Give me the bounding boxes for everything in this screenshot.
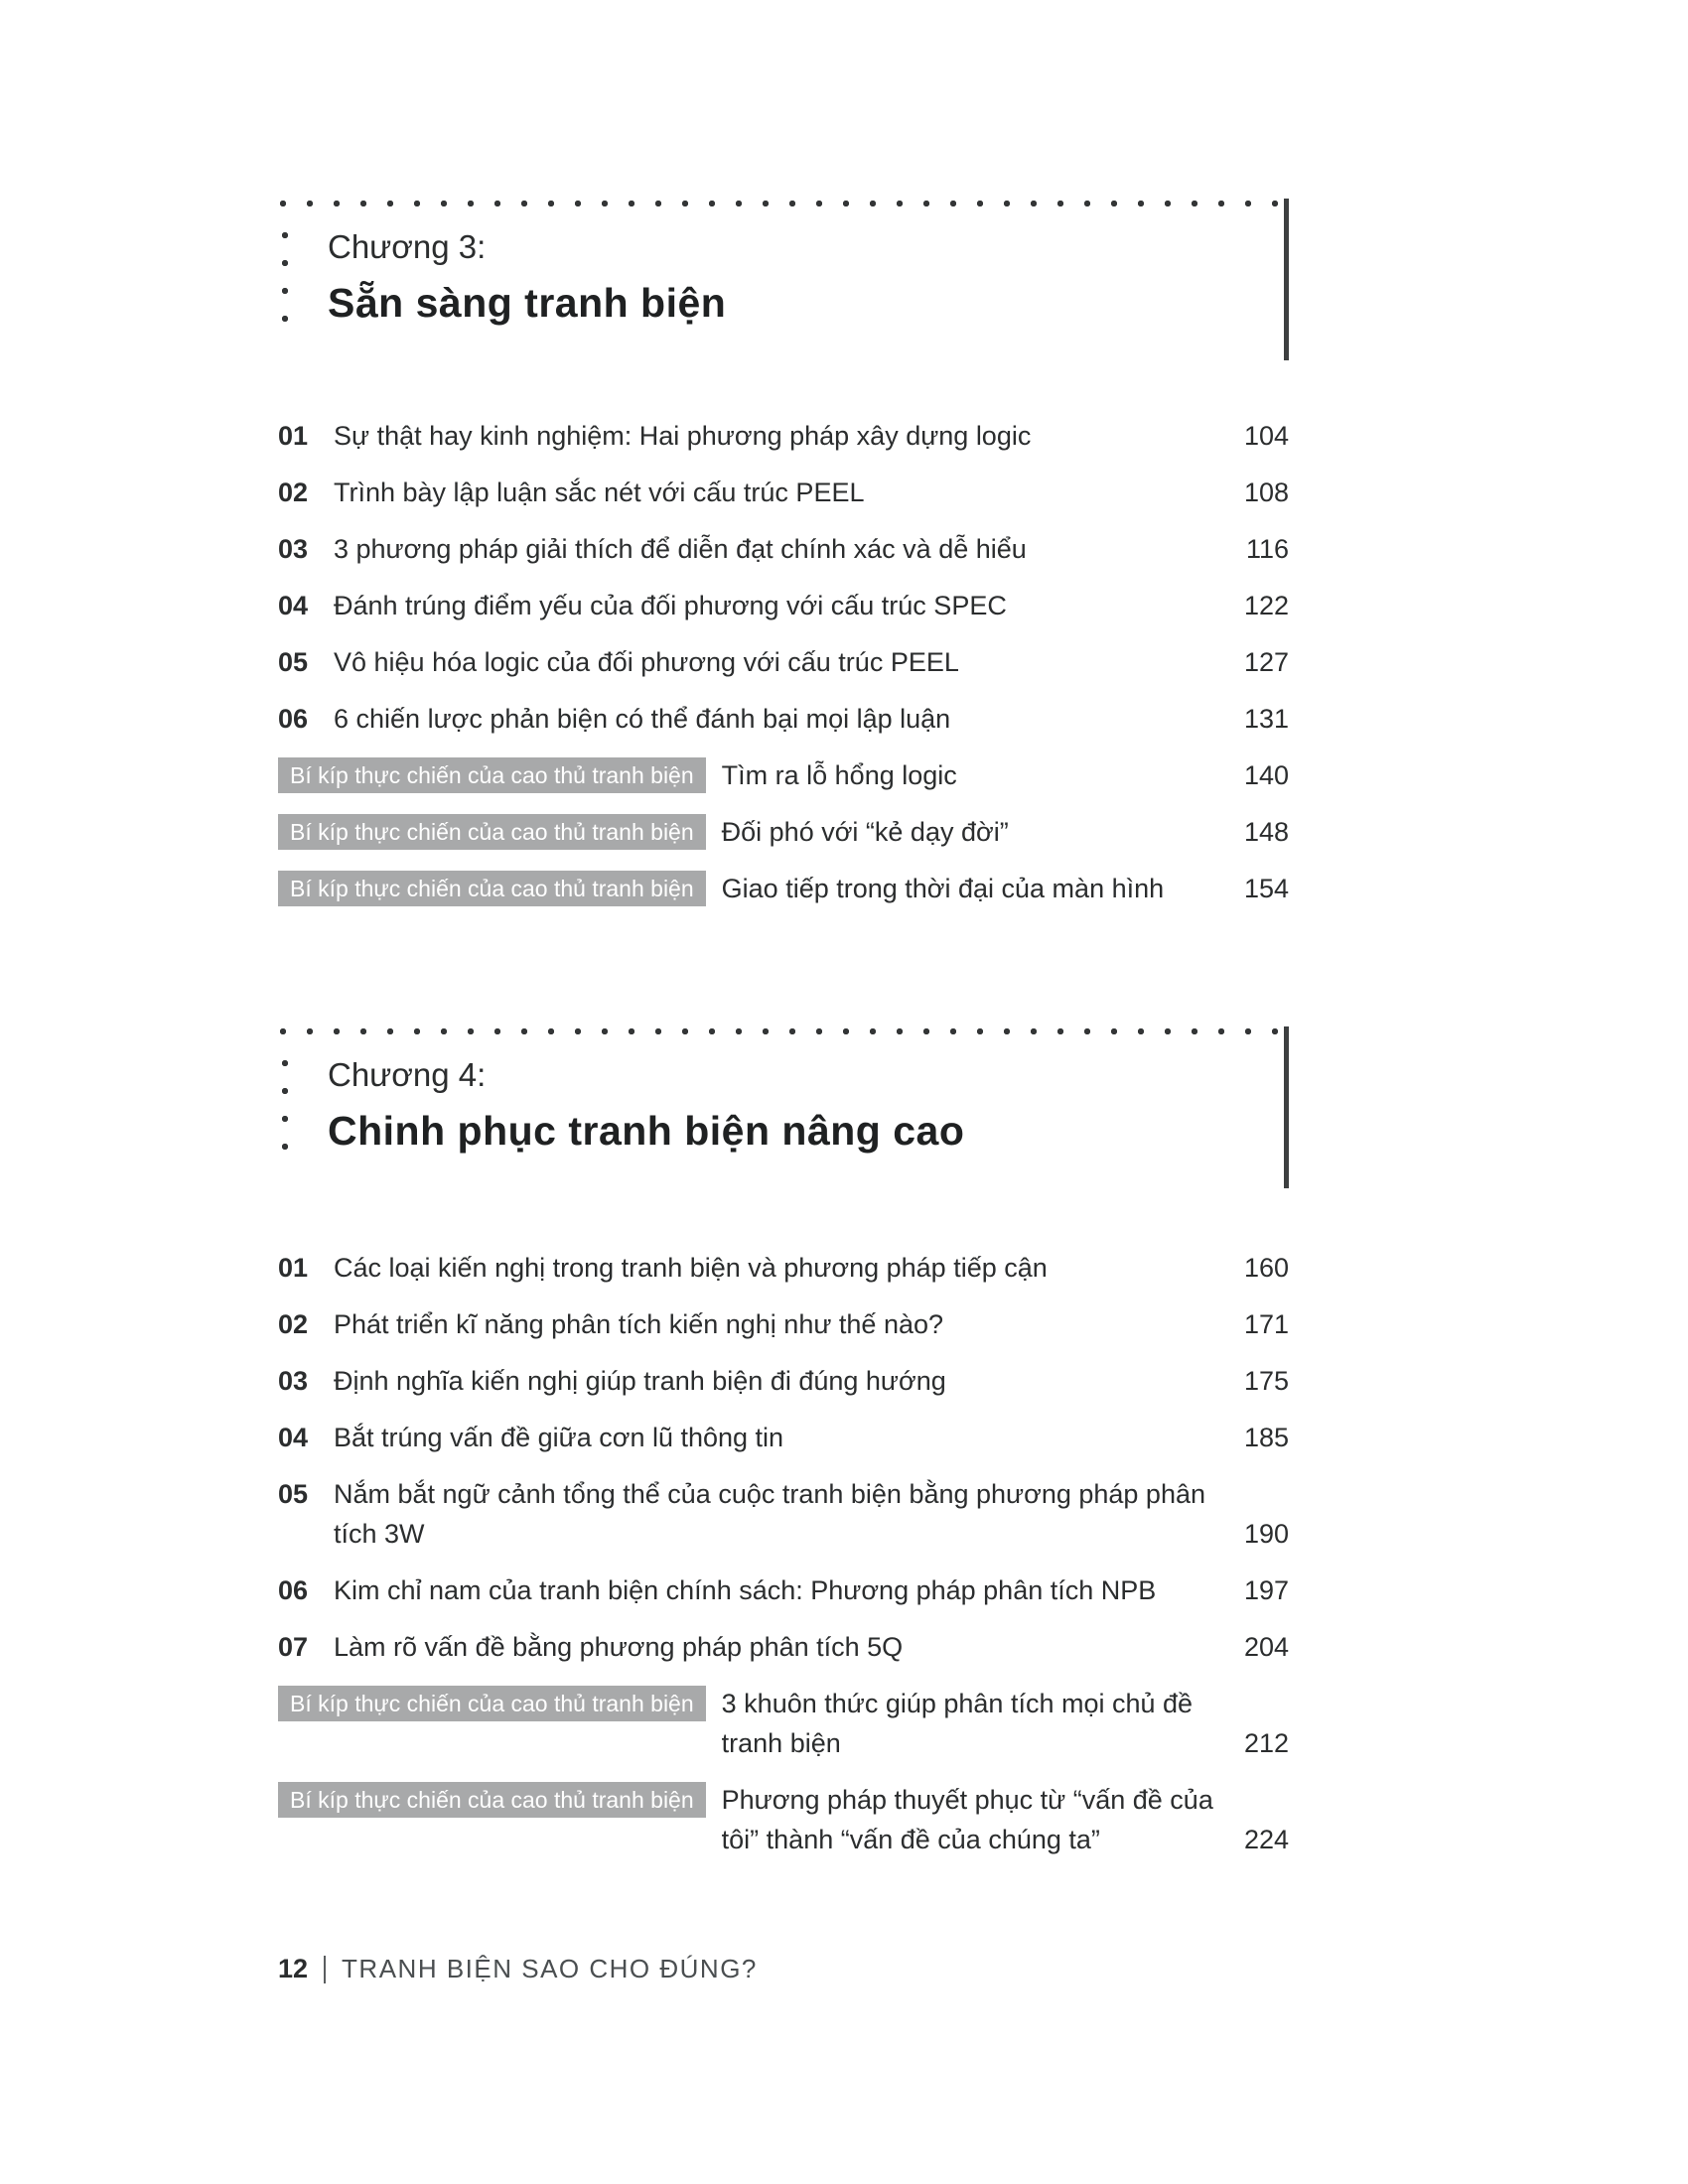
entry-page-number: 185 [1243,1423,1289,1452]
entry-page-number: 190 [1243,1519,1289,1549]
section-spacer [278,925,1289,1026]
entry-title: Nắm bắt ngữ cảnh tổng thể của cuộc tranh biện bằng phương pháp phân tích 3W [334,1479,1205,1549]
entry-page-number: 171 [1243,1309,1289,1339]
toc-entry [278,1570,1289,1610]
entry-number: 04 [278,1423,309,1452]
toc-entry [278,586,1289,625]
entry-title: Vô hiệu hóa logic của đối phương với cấu trúc PEEL [334,647,959,677]
entry-page-number: 148 [1243,817,1289,847]
entry-page-number: 131 [1243,704,1289,734]
entry-page-number: 108 [1243,478,1289,507]
entry-number: 05 [278,647,309,677]
dotted-left-border [280,230,290,335]
chapter-label: Chương 3: [328,228,487,265]
entry-number: 06 [278,1575,309,1605]
tip-badge: Bí kíp thực chiến của cao thủ tranh biện [278,757,706,793]
toc-entry-tip [278,869,1289,908]
tip-badge: Bí kíp thực chiến của cao thủ tranh biện [278,1782,706,1818]
footer-divider [324,1956,326,1983]
tip-badge: Bí kíp thực chiến của cao thủ tranh biện [278,814,706,850]
footer-book-title: TRANH BIỆN SAO CHO ĐÚNG? [342,1954,758,1983]
toc-entry [278,1304,1289,1344]
toc-entry [278,1248,1289,1288]
tip-badge: Bí kíp thực chiến của cao thủ tranh biện [278,1686,706,1721]
entry-title: Giao tiếp trong thời đại của màn hình [721,874,1165,903]
entry-title: Tìm ra lỗ hổng logic [721,760,957,790]
entry-number: 03 [278,534,309,564]
toc-entry [278,1361,1289,1401]
entry-page-number: 160 [1243,1253,1289,1283]
toc-entry [278,699,1289,739]
entry-number: 02 [278,478,309,507]
entry-title: Sự thật hay kinh nghiệm: Hai phương pháp xây dựng logic [334,421,1032,451]
entry-title: Đối phó với “kẻ dạy đời” [721,817,1009,847]
entry-title: Phát triển kĩ năng phân tích kiến nghị như thế nào? [334,1309,944,1339]
entry-number: 07 [278,1632,309,1662]
entry-title: Kim chỉ nam của tranh biện chính sách: Phương pháp phân tích NPB [334,1575,1157,1605]
entry-page-number: 104 [1243,421,1289,451]
entry-number: 05 [278,1479,309,1509]
chapter-label: Chương 4: [328,1056,487,1093]
chapter-4-header-box [278,1026,1289,1188]
entry-title: Các loại kiến nghị trong tranh biện và phương pháp tiếp cận [334,1253,1048,1283]
toc-entry-tip [278,1684,1289,1763]
chapter-3-toc-list [278,416,1289,908]
chapter-3-header-box [278,199,1289,360]
toc-entry [278,1418,1289,1457]
toc-entry [278,1474,1289,1554]
toc-page [278,199,1289,1876]
entry-title: Phương pháp thuyết phục từ “vấn đề của tôi” thành “vấn đề của chúng ta” [721,1785,1213,1854]
entry-page-number: 204 [1243,1632,1289,1662]
page-footer [278,1954,758,1984]
entry-title: Định nghĩa kiến nghị giúp tranh biện đi đúng hướng [334,1366,946,1396]
footer-page-number: 12 [278,1954,309,1983]
toc-entry-tip [278,1780,1289,1859]
entry-title: 3 phương pháp giải thích để diễn đạt chính xác và dễ hiểu [334,534,1027,564]
entry-number: 03 [278,1366,309,1396]
entry-page-number: 140 [1243,760,1289,790]
entry-title: 3 khuôn thức giúp phân tích mọi chủ đề tranh biện [721,1689,1194,1758]
dotted-left-border [280,1058,290,1162]
entry-page-number: 224 [1243,1825,1289,1854]
toc-entry [278,642,1289,682]
entry-number: 01 [278,1253,309,1283]
entry-page-number: 127 [1243,647,1289,677]
chapter-4-toc-list [278,1248,1289,1859]
toc-entry [278,529,1289,569]
entry-number: 04 [278,591,309,620]
dotted-top-border [278,199,1284,208]
toc-entry-tip [278,755,1289,795]
entry-page-number: 116 [1245,534,1289,564]
toc-entry [278,416,1289,456]
chapter-title: Chinh phục tranh biện nâng cao [328,1108,965,1154]
entry-page-number: 154 [1243,874,1289,903]
dotted-top-border [278,1026,1284,1036]
entry-title: Trình bày lập luận sắc nét với cấu trúc PEEL [334,478,865,507]
tip-badge: Bí kíp thực chiến của cao thủ tranh biện [278,871,706,906]
toc-entry-tip [278,812,1289,852]
entry-page-number: 122 [1243,591,1289,620]
entry-title: Làm rõ vấn đề bằng phương pháp phân tích 5Q [334,1632,904,1662]
chapter-title: Sẵn sàng tranh biện [328,280,727,326]
entry-number: 06 [278,704,309,734]
entry-page-number: 175 [1243,1366,1289,1396]
entry-number: 02 [278,1309,309,1339]
toc-entry [278,1627,1289,1667]
entry-title: Bắt trúng vấn đề giữa cơn lũ thông tin [334,1423,784,1452]
entry-number: 01 [278,421,309,451]
entry-title: 6 chiến lược phản biện có thể đánh bại mọi lập luận [334,704,951,734]
entry-page-number: 197 [1243,1575,1289,1605]
toc-entry [278,473,1289,512]
entry-page-number: 212 [1243,1728,1289,1758]
entry-title: Đánh trúng điểm yếu của đối phương với cấu trúc SPEC [334,591,1007,620]
